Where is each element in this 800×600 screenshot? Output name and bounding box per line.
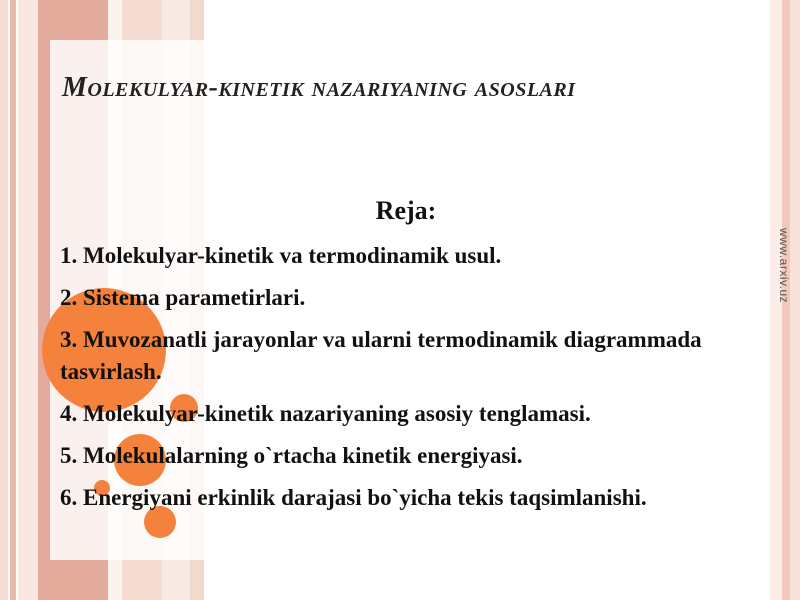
stripe-wide-pale bbox=[18, 0, 40, 600]
plan-item-6: 6. Energiyani erkinlik darajasi bo`yicha tekis taqsimlanishi. bbox=[60, 485, 647, 510]
slide-title: Molekulyar-kinetik nazariyaning asoslari bbox=[62, 72, 576, 103]
stripe-thin-salmon bbox=[10, 0, 16, 600]
plan-heading: Reja: bbox=[375, 196, 437, 225]
plan-list bbox=[60, 240, 740, 524]
plan-item-2: 2. Sistema parametirlari. bbox=[60, 285, 306, 310]
plan-item-1: 1. Molekulyar-kinetik va termodinamik usul. bbox=[60, 243, 502, 268]
plan-item-4: 4. Molekulyar-kinetik nazariyaning asosiy tenglamasi. bbox=[60, 401, 591, 426]
stripe-right-edge bbox=[790, 0, 800, 600]
watermark-text: www.arxiv.uz bbox=[777, 228, 791, 304]
plan-item-3: 3. Muvozanatli jarayonlar va ularni termodinamik diagrammada tasvirlash. bbox=[60, 327, 702, 384]
stripe-left-edge bbox=[0, 0, 8, 600]
plan-item-5: 5. Molekulalarning o`rtacha kinetik energiyasi. bbox=[60, 443, 523, 468]
